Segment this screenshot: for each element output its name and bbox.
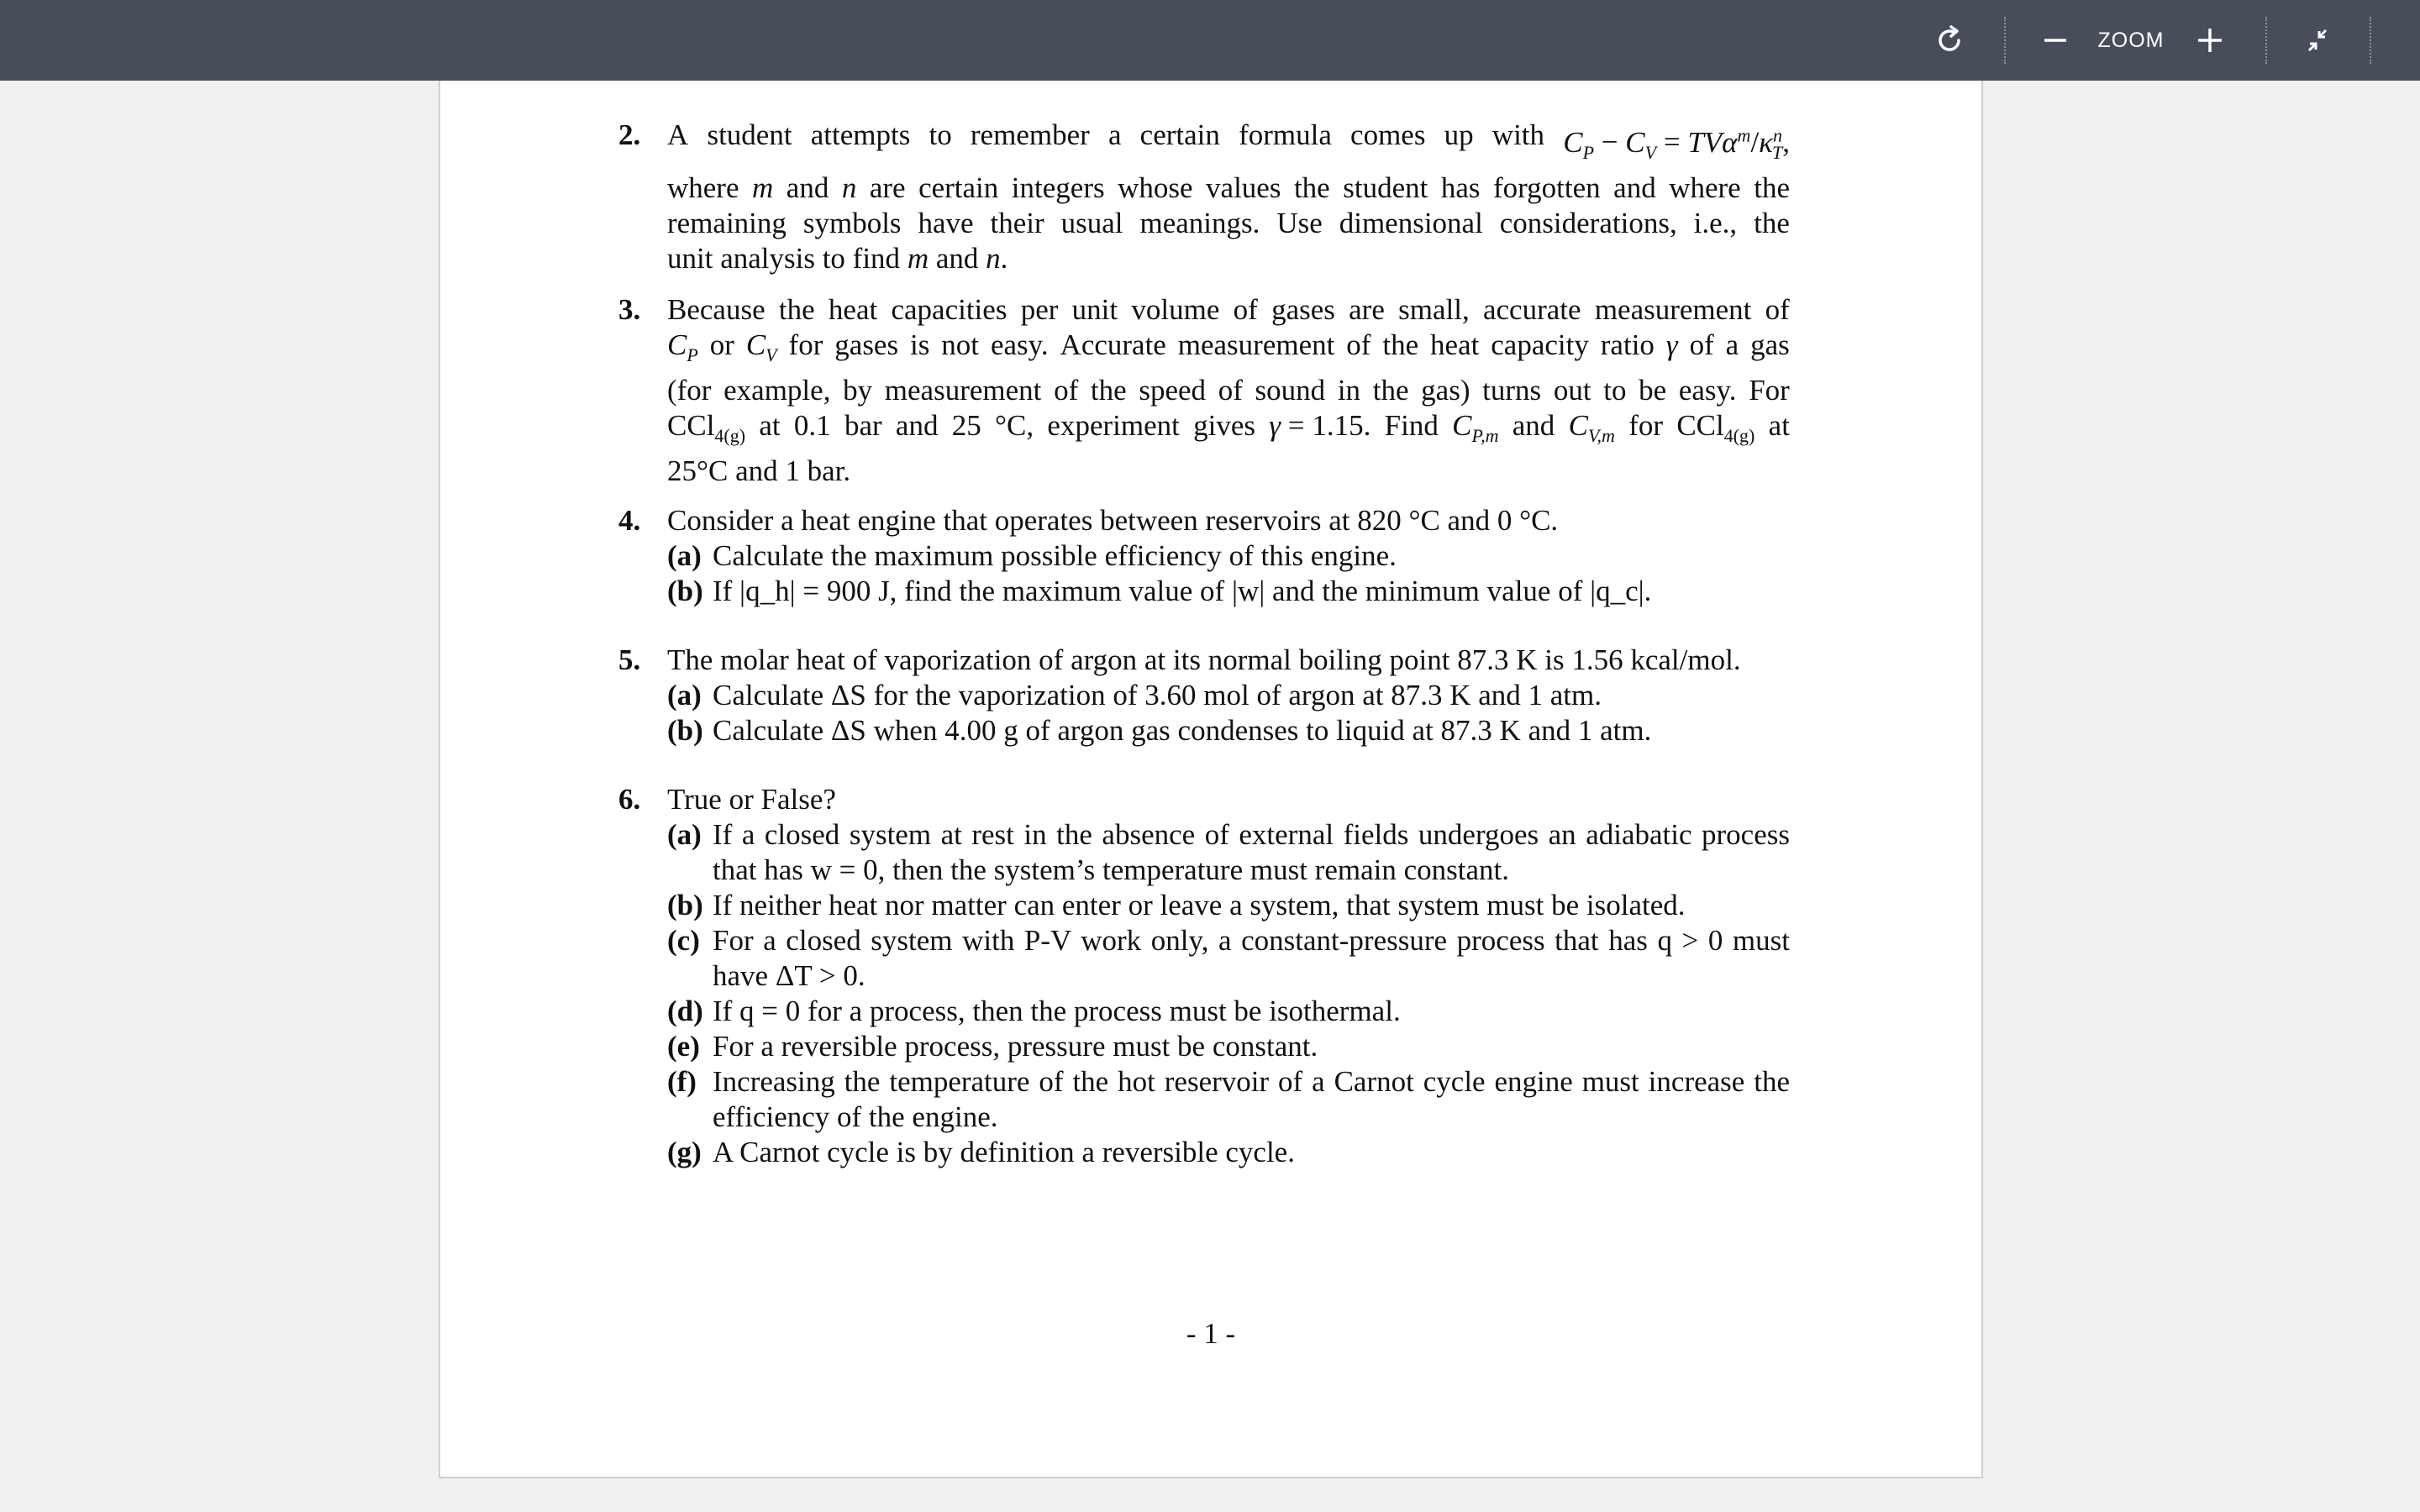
zoom-label — [2089, 0, 2173, 81]
problem-intro: Consider a heat engine that operates between reservoirs at 820 °C and 0 °C. — [667, 504, 1559, 537]
problem-4 — [618, 503, 1790, 609]
part-label: (b) — [667, 714, 703, 747]
problem-2 — [618, 118, 1790, 276]
problem-line: A student attempts to remember a certain formula comes up with $C_P - C_V = TV\alpha^m/\kappa^n_T$, — [667, 118, 1790, 163]
minus-icon — [2043, 28, 2068, 53]
part-text: If |q_h| = 900 J, find the maximum value of |w| and the minimum value of |q_c|. — [713, 575, 1652, 607]
problem-part — [667, 1029, 1790, 1064]
problem-intro: True or False? — [667, 783, 836, 816]
problem-line: Because the heat capacities per unit volume of gases are small, accurate measurement of — [667, 293, 1790, 326]
problem-part — [667, 817, 1790, 888]
part-text: If a closed system at rest in the absence of external fields undergoes an adiabatic process that has w = 0, then the system’s temperature must remain constant. — [713, 818, 1790, 886]
part-text: For a closed system with P-V work only, a constant-pressure process that has q > 0 must have ΔT > 0. — [713, 924, 1790, 992]
problem-line: remaining symbols have their usual meanings. Use dimensional considerations, i.e., the — [667, 206, 1790, 239]
part-text: Increasing the temperature of the hot reservoir of a Carnot cycle engine must increase the efficiency of the engine. — [713, 1065, 1790, 1133]
collapse-button[interactable] — [2299, 0, 2336, 81]
problem-number: 2. — [618, 118, 641, 151]
problem-6 — [618, 782, 1790, 1170]
zoom-text: ZOOM — [2097, 28, 2165, 52]
problem-part — [667, 538, 1790, 574]
problem-number: 4. — [618, 504, 641, 537]
refresh-icon — [1933, 24, 1966, 57]
problem-number: 5. — [618, 643, 641, 676]
problem-part — [667, 1064, 1790, 1135]
part-label: (c) — [667, 924, 700, 957]
page-number: - 1 - — [1186, 1317, 1236, 1350]
problem-3 — [618, 292, 1790, 489]
problem-5 — [618, 643, 1790, 748]
refresh-button[interactable] — [1929, 0, 1970, 81]
part-label: (e) — [667, 1030, 700, 1063]
part-label: (a) — [667, 818, 702, 851]
problem-line: unit analysis to find m and n. — [667, 241, 1008, 275]
toolbar-separator — [2004, 17, 2006, 64]
part-text: Calculate ΔS for the vaporization of 3.60 mol of argon at 87.3 K and 1 atm. — [713, 679, 1602, 711]
problem-number: 6. — [618, 783, 641, 816]
part-text: A Carnot cycle is by definition a reversible cycle. — [713, 1136, 1295, 1168]
plus-icon — [2196, 27, 2223, 54]
part-text: If neither heat nor matter can enter or leave a system, that system must be isolated. — [713, 889, 1686, 921]
document-page — [439, 81, 1983, 1478]
part-text: If q = 0 for a process, then the process must be isothermal. — [713, 995, 1401, 1027]
zoom-out-button[interactable] — [2039, 0, 2072, 81]
problem-part — [667, 994, 1790, 1029]
part-text: Calculate the maximum possible efficiency of this engine. — [713, 539, 1397, 572]
part-text: For a reversible process, pressure must be constant. — [713, 1030, 1318, 1063]
part-text: Calculate ΔS when 4.00 g of argon gas condenses to liquid at 87.3 K and 1 atm. — [713, 714, 1652, 747]
part-label: (b) — [667, 889, 703, 921]
problem-line: (for example, by measurement of the speed of sound in the gas) turns out to be easy. For — [667, 374, 1790, 407]
problem-intro: The molar heat of vaporization of argon at its normal boiling point 87.3 K is 1.56 kcal/mol. — [667, 643, 1741, 676]
problem-part — [667, 713, 1790, 748]
collapse-arrows-icon — [2301, 24, 2334, 57]
problem-line: CCl$_{4(g)}$ at 0.1 bar and 25 °C, experiment gives γ = 1.15. Find $C_{P,m}$ and $C_{V,m}$ for CCl$_{4(g)}$ at — [667, 409, 1790, 446]
part-label: (a) — [667, 679, 702, 711]
part-label: (f) — [667, 1065, 697, 1098]
viewer-toolbar — [0, 0, 2420, 81]
part-label: (a) — [667, 539, 702, 572]
toolbar-separator — [2265, 17, 2267, 64]
part-label: (b) — [667, 575, 703, 607]
zoom-in-button[interactable] — [2193, 0, 2227, 81]
part-label: (d) — [667, 995, 703, 1027]
problem-part — [667, 888, 1790, 923]
problem-part — [667, 678, 1790, 713]
problem-number: 3. — [618, 293, 641, 326]
part-label: (g) — [667, 1136, 702, 1168]
toolbar-separator — [2370, 17, 2371, 64]
problem-part — [667, 1135, 1790, 1170]
problem-line: 25°C and 1 bar. — [667, 454, 851, 487]
problem-line: where m and n are certain integers whose values the student has forgotten and where the — [667, 171, 1790, 204]
problem-part — [667, 923, 1790, 994]
problem-line: $C_P$ or $C_V$ for gases is not easy. Accurate measurement of the heat capacity ratio γ of a gas — [667, 328, 1790, 365]
problem-part — [667, 574, 1790, 609]
